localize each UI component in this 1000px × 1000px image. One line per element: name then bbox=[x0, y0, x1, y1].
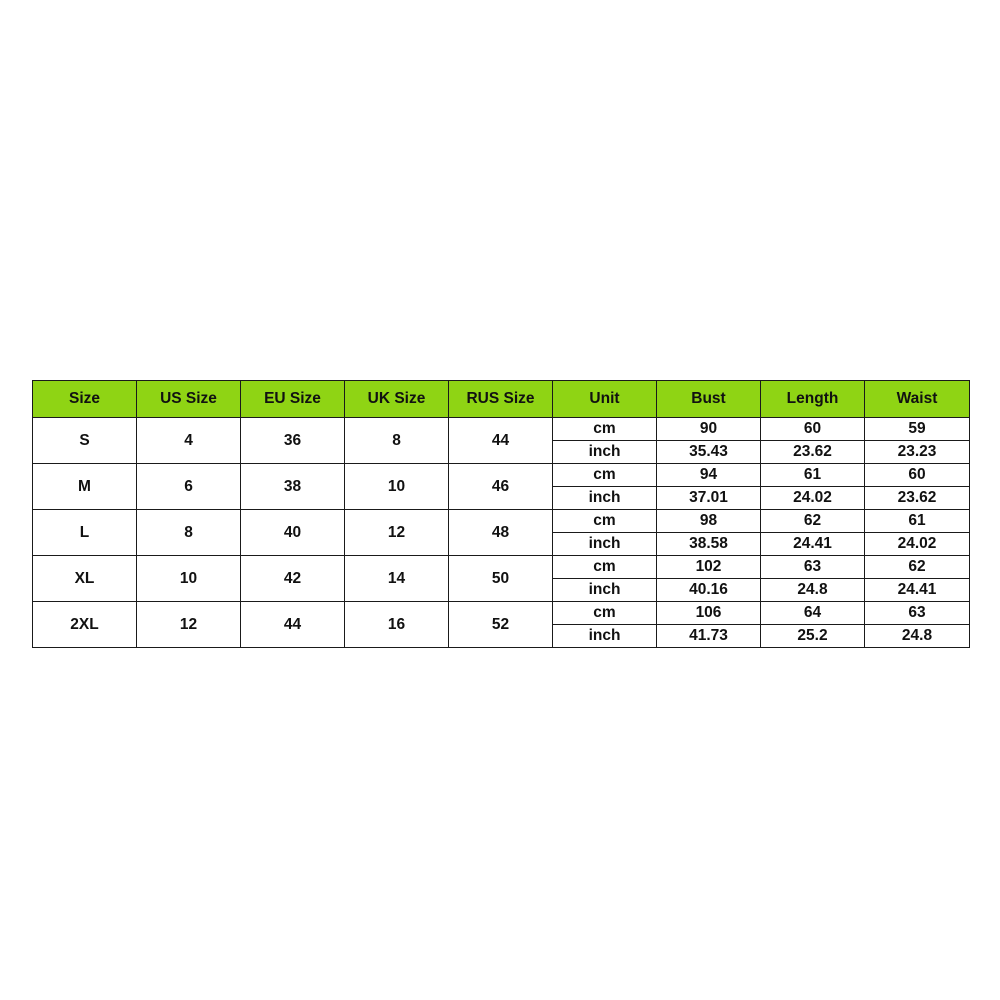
waist-cell: 24.8 bbox=[865, 625, 970, 648]
us-size-cell: 6 bbox=[137, 464, 241, 510]
uk-size-cell: 16 bbox=[345, 602, 449, 648]
eu-size-cell: 38 bbox=[241, 464, 345, 510]
eu-size-cell: 36 bbox=[241, 418, 345, 464]
waist-cell: 62 bbox=[865, 556, 970, 579]
rus-size-cell: 44 bbox=[449, 418, 553, 464]
rus-size-cell: 52 bbox=[449, 602, 553, 648]
rus-size-cell: 46 bbox=[449, 464, 553, 510]
waist-cell: 24.41 bbox=[865, 579, 970, 602]
bust-cell: 41.73 bbox=[657, 625, 761, 648]
unit-cell: inch bbox=[553, 441, 657, 464]
us-size-cell: 12 bbox=[137, 602, 241, 648]
header-eu-size: EU Size bbox=[241, 381, 345, 418]
length-cell: 24.41 bbox=[761, 533, 865, 556]
table-row bbox=[33, 418, 970, 441]
length-cell: 64 bbox=[761, 602, 865, 625]
us-size-cell: 4 bbox=[137, 418, 241, 464]
bust-cell: 94 bbox=[657, 464, 761, 487]
unit-cell: cm bbox=[553, 510, 657, 533]
header-size: Size bbox=[33, 381, 137, 418]
header-row bbox=[33, 381, 970, 418]
us-size-cell: 8 bbox=[137, 510, 241, 556]
waist-cell: 63 bbox=[865, 602, 970, 625]
bust-cell: 98 bbox=[657, 510, 761, 533]
unit-cell: inch bbox=[553, 533, 657, 556]
length-cell: 63 bbox=[761, 556, 865, 579]
header-waist: Waist bbox=[865, 381, 970, 418]
eu-size-cell: 42 bbox=[241, 556, 345, 602]
table-row bbox=[33, 464, 970, 487]
unit-cell: inch bbox=[553, 625, 657, 648]
length-cell: 60 bbox=[761, 418, 865, 441]
size-cell: XL bbox=[33, 556, 137, 602]
table-row bbox=[33, 602, 970, 625]
length-cell: 23.62 bbox=[761, 441, 865, 464]
size-cell: L bbox=[33, 510, 137, 556]
length-cell: 25.2 bbox=[761, 625, 865, 648]
length-cell: 24.02 bbox=[761, 487, 865, 510]
size-cell: S bbox=[33, 418, 137, 464]
length-cell: 24.8 bbox=[761, 579, 865, 602]
uk-size-cell: 12 bbox=[345, 510, 449, 556]
waist-cell: 61 bbox=[865, 510, 970, 533]
bust-cell: 40.16 bbox=[657, 579, 761, 602]
length-cell: 62 bbox=[761, 510, 865, 533]
unit-cell: cm bbox=[553, 602, 657, 625]
rus-size-cell: 50 bbox=[449, 556, 553, 602]
header-bust: Bust bbox=[657, 381, 761, 418]
header-length: Length bbox=[761, 381, 865, 418]
us-size-cell: 10 bbox=[137, 556, 241, 602]
uk-size-cell: 10 bbox=[345, 464, 449, 510]
bust-cell: 35.43 bbox=[657, 441, 761, 464]
eu-size-cell: 40 bbox=[241, 510, 345, 556]
bust-cell: 106 bbox=[657, 602, 761, 625]
unit-cell: cm bbox=[553, 418, 657, 441]
unit-cell: cm bbox=[553, 464, 657, 487]
rus-size-cell: 48 bbox=[449, 510, 553, 556]
uk-size-cell: 8 bbox=[345, 418, 449, 464]
uk-size-cell: 14 bbox=[345, 556, 449, 602]
unit-cell: inch bbox=[553, 487, 657, 510]
size-chart-table bbox=[32, 380, 970, 648]
table-row bbox=[33, 510, 970, 533]
header-rus-size: RUS Size bbox=[449, 381, 553, 418]
eu-size-cell: 44 bbox=[241, 602, 345, 648]
table-row bbox=[33, 556, 970, 579]
bust-cell: 102 bbox=[657, 556, 761, 579]
waist-cell: 23.23 bbox=[865, 441, 970, 464]
waist-cell: 23.62 bbox=[865, 487, 970, 510]
bust-cell: 38.58 bbox=[657, 533, 761, 556]
header-us-size: US Size bbox=[137, 381, 241, 418]
header-unit: Unit bbox=[553, 381, 657, 418]
header-uk-size: UK Size bbox=[345, 381, 449, 418]
bust-cell: 90 bbox=[657, 418, 761, 441]
unit-cell: cm bbox=[553, 556, 657, 579]
unit-cell: inch bbox=[553, 579, 657, 602]
size-cell: 2XL bbox=[33, 602, 137, 648]
waist-cell: 59 bbox=[865, 418, 970, 441]
bust-cell: 37.01 bbox=[657, 487, 761, 510]
size-cell: M bbox=[33, 464, 137, 510]
waist-cell: 60 bbox=[865, 464, 970, 487]
waist-cell: 24.02 bbox=[865, 533, 970, 556]
length-cell: 61 bbox=[761, 464, 865, 487]
